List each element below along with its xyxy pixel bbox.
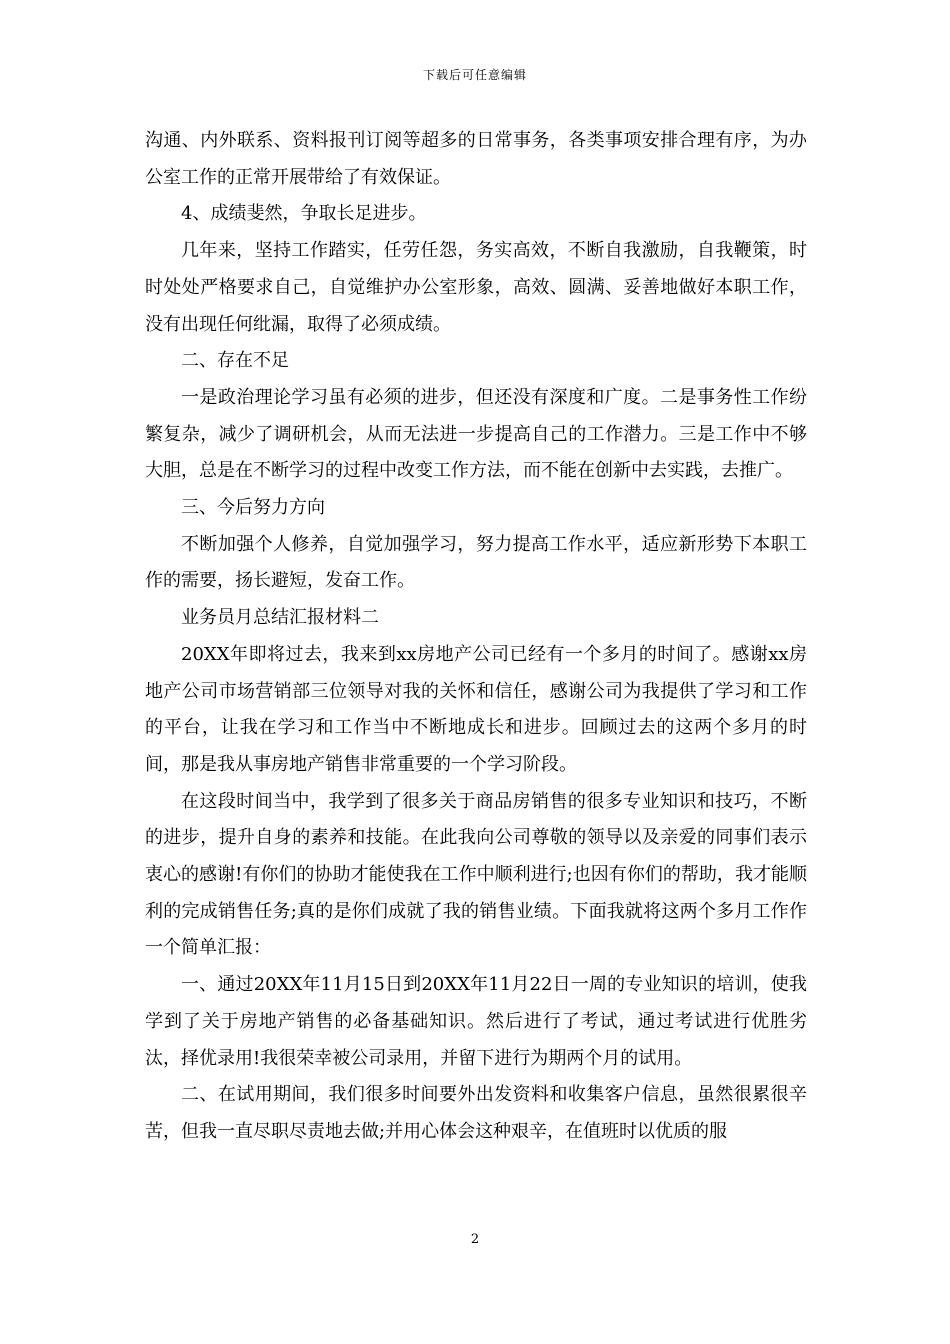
paragraph: 沟通、内外联系、资料报刊订阅等超多的日常事务，各类事项安排合理有序，为办公室工作的正常开展带给了有效保证。 bbox=[145, 130, 807, 188]
document-body bbox=[145, 123, 807, 1151]
paragraph: 二、在试用期间，我们很多时间要外出发资料和收集客户信息，虽然很累很辛苦，但我一直尽职尽责地去做;并用心体会这种艰辛，在值班时以优质的服 bbox=[145, 1084, 807, 1142]
paragraph: 在这段时间当中，我学到了很多关于商品房销售的很多专业知识和技巧，不断的进步，提升自身的素养和技能。在此我向公司尊敬的领导以及亲爱的同事们表示衷心的感谢!有你们的协助才能使我在工作中顺利进行;也因有你们的帮助，我才能顺利的完成销售任务;真的是你们成就了我的销售业绩。下面我就将这两个多月工作作一个简单汇报： bbox=[145, 790, 807, 959]
paragraph: 几年来，坚持工作踏实，任劳任怨，务实高效，不断自我激励，自我鞭策，时时处处严格要求自己，自觉维护办公室形象，高效、圆满、妥善地做好本职工作，没有出现任何纰漏，取得了必须成绩。 bbox=[145, 240, 807, 335]
paragraph: 20XX年即将过去，我来到xx房地产公司已经有一个多月的时间了。感谢xx房地产公司市场营销部三位领导对我的关怀和信任，感谢公司为我提供了学习和工作的平台，让我在学习和工作当中不断地成长和进步。回顾过去的这两个多月的时间，那是我从事房地产销售非常重要的一个学习阶段。 bbox=[145, 643, 807, 775]
paragraph: 三、今后努力方向 bbox=[181, 497, 325, 519]
paragraph: 二、存在不足 bbox=[181, 350, 289, 372]
paragraph: 一是政治理论学习虽有必须的进步，但还没有深度和广度。二是事务性工作纷繁复杂，减少了调研机会，从而无法进一步提高自己的工作潜力。三是工作中不够大胆，总是在不断学习的过程中改变工作方法，而不能在创新中去实践，去推广。 bbox=[145, 386, 807, 482]
page-header: 下载后可任意编辑 bbox=[422, 68, 527, 82]
paragraph: 4、成绩斐然，争取长足进步。 bbox=[181, 203, 427, 225]
paragraph: 业务员月总结汇报材料二 bbox=[181, 607, 379, 629]
paragraph: 不断加强个人修养，自觉加强学习，努力提高工作水平，适应新形势下本职工作的需要，扬长避短，发奋工作。 bbox=[145, 533, 807, 592]
paragraph: 一、通过20XX年11月15日到20XX年11月22日一周的专业知识的培训，使我学到了关于房地产销售的必备基础知识。然后进行了考试，通过考试进行优胜劣汰，择优录用!我很荣幸被公司录用，并留下进行为期两个月的试用。 bbox=[145, 974, 807, 1069]
page-number: 2 bbox=[470, 1232, 480, 1247]
